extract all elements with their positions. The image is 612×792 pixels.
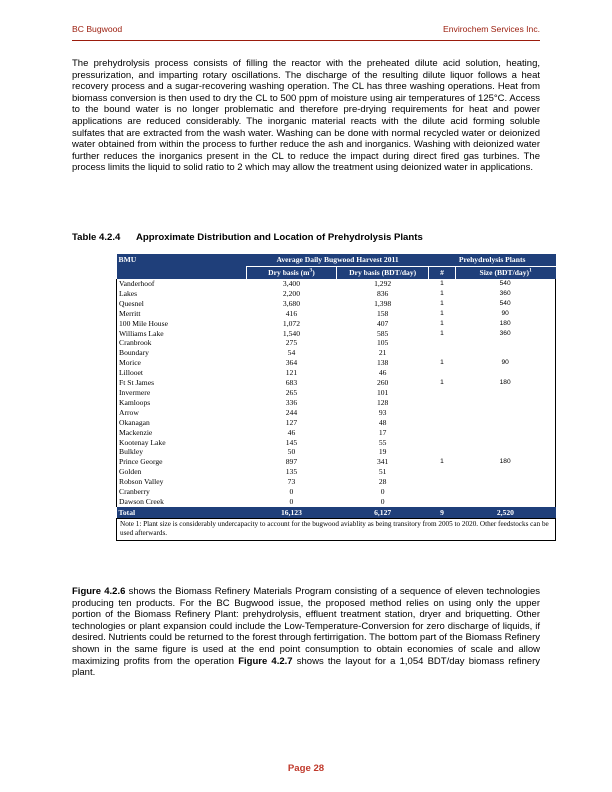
table-note: Note 1: Plant size is considerably undercapacity to account for the bugwood aviablity as being transitory from 2005 to 2020. Other feedstocks can be used afterwards. bbox=[117, 518, 556, 540]
cell-dry-m3: 336 bbox=[285, 397, 298, 407]
paragraph-prehydrolysis: The prehydrolysis process consists of filling the reactor with the preheated dilute acid solution, heating, pressurization, and imparting rotary oscillations. The discharge of the resulting dilute liquor follows a heat recovery process and a sugar-recovering washing operation. The CL has three washing operations. Heat from biomass conversion is then used to dry the CL to 500 ppm of moisture using air temperatures of 125°C. Access to the bound water is no longer problematic and therefore pre-drying requirements for heat and power applications are reduced considerably. The inorganic material reacts with the dilute acid forming soluble sulfates that are extracted from the wash water. Washing can be done with normal recycled water or deionized water obtained from within the process to further reduce the ash and inorganics. Washing with deionized water further reduces the inorganics present in the CL to reduce the impact during direct fired gas turbines. The process limits the liquid to solid ratio to 2 which may allow the treatment using deionized water in applications. bbox=[72, 58, 540, 174]
cell-bmu: Cranberry bbox=[117, 487, 247, 497]
cell-plant-count bbox=[429, 438, 456, 448]
table-row bbox=[117, 388, 556, 398]
cell-dry-m3: 46 bbox=[287, 427, 296, 437]
cell-dry-m3: 73 bbox=[287, 477, 296, 487]
cell-bmu: 100 Mile House bbox=[117, 319, 247, 329]
table-row bbox=[117, 457, 556, 467]
cell-dry-bdt: 55 bbox=[378, 437, 387, 447]
cell-plant-size bbox=[455, 348, 555, 358]
cell-bmu: Okanagan bbox=[117, 418, 247, 428]
total-dry-bdt: 6,127 bbox=[337, 507, 429, 519]
table-row bbox=[117, 398, 556, 408]
col-header-count: # bbox=[429, 267, 456, 280]
paragraph-figures: Figure 4.2.6 shows the Biomass Refinery Materials Program consisting of a sequence of eleven technologies producing ten products. For the BC Bugwood issue, the proposed method relies on using only the upper portion of the Biomass Refinery Plant: prehydrolysis, effluent treatment station, dryer and briquetting. Other technologies or plant expansion could include the Low-Temperature-Conversion for zero discharge of liquids, if desired. Nutrients could be returned to the forest through fertirrigation. The bottom part of the Biomass Refinery shown in the same figure is used at the end point consumption to obtain economies of scale and allow maximizing profits from the operation Figure 4.2.7 shows the layout for a 1,054 BDT/day biomass refinery plant. bbox=[72, 586, 540, 679]
cell-bmu: Lillooet bbox=[117, 368, 247, 378]
cell-bmu: Kamloops bbox=[117, 398, 247, 408]
cell-dry-bdt: 101 bbox=[376, 387, 389, 397]
col-header-dry-m3: Dry basis $(m^3)$ bbox=[246, 267, 336, 280]
table-row bbox=[117, 279, 556, 289]
table-row bbox=[117, 358, 556, 368]
cell-plant-count bbox=[429, 447, 456, 457]
cell-plant-count bbox=[429, 398, 456, 408]
col-header-size: Size $(BDT/day)^1$ bbox=[455, 267, 555, 280]
table-row bbox=[117, 438, 556, 448]
cell-dry-m3: 3,400 bbox=[282, 279, 300, 288]
total-dry-m3: 16,123 bbox=[246, 507, 336, 519]
cell-dry-bdt: 585 bbox=[376, 328, 389, 338]
cell-bmu: Williams Lake bbox=[117, 329, 247, 339]
cell-plant-count bbox=[429, 338, 456, 348]
header-right: Envirochem Services Inc. bbox=[443, 24, 540, 34]
cell-dry-m3: 364 bbox=[285, 358, 298, 368]
cell-plant-count bbox=[429, 497, 456, 507]
cell-dry-m3: 265 bbox=[285, 387, 298, 397]
total-plant-size: 2,520 bbox=[455, 507, 555, 519]
cell-dry-bdt: 1,292 bbox=[374, 279, 392, 288]
cell-dry-m3: 121 bbox=[285, 368, 298, 378]
cell-plant-count: 1 bbox=[440, 309, 444, 317]
cell-plant-size: 540 bbox=[455, 299, 555, 309]
table-row bbox=[117, 289, 556, 299]
cell-dry-bdt: 260 bbox=[376, 378, 389, 388]
table-row bbox=[117, 368, 556, 378]
cell-dry-m3: 0 bbox=[289, 487, 294, 497]
table-row bbox=[117, 408, 556, 418]
cell-bmu: Dawson Creek bbox=[117, 497, 247, 507]
table-row bbox=[117, 467, 556, 477]
cell-bmu: Boundary bbox=[117, 348, 247, 358]
cell-bmu: Kootenay Lake bbox=[117, 438, 247, 448]
cell-plant-count bbox=[429, 348, 456, 358]
cell-bmu: Lakes bbox=[117, 289, 247, 299]
cell-plant-size: 90 bbox=[455, 309, 555, 319]
table-row bbox=[117, 477, 556, 487]
cell-plant-size bbox=[455, 418, 555, 428]
cell-plant-size: 360 bbox=[455, 329, 555, 339]
cell-dry-m3: 1,072 bbox=[282, 318, 300, 328]
cell-plant-count bbox=[429, 487, 456, 497]
cell-plant-count bbox=[429, 477, 456, 487]
cell-dry-m3: 54 bbox=[287, 348, 296, 358]
cell-plant-count bbox=[429, 368, 456, 378]
cell-plant-size bbox=[455, 388, 555, 398]
col-header-dry-bdt: Dry basis (BDT/day) bbox=[337, 267, 429, 280]
table-caption-title: Approximate Distribution and Location of Prehydrolysis Plants bbox=[136, 232, 423, 243]
cell-plant-size bbox=[455, 487, 555, 497]
total-plant-count: 9 bbox=[429, 507, 456, 519]
cell-plant-size bbox=[455, 338, 555, 348]
cell-plant-count: 1 bbox=[440, 329, 444, 337]
table-row bbox=[117, 418, 556, 428]
cell-dry-bdt: 48 bbox=[378, 417, 387, 427]
cell-plant-size bbox=[455, 428, 555, 438]
table-row bbox=[117, 487, 556, 497]
cell-dry-m3: 135 bbox=[285, 467, 298, 477]
cell-bmu: Morice bbox=[117, 358, 247, 368]
col-header-bmu: BMU bbox=[117, 254, 247, 279]
page-header bbox=[72, 24, 540, 38]
table-header-row-1 bbox=[117, 254, 556, 267]
figure-ref-2: Figure 4.2.7 bbox=[238, 655, 293, 667]
cell-plant-size bbox=[455, 497, 555, 507]
table-total-row bbox=[117, 507, 556, 519]
cell-plant-size: 180 bbox=[455, 457, 555, 467]
cell-plant-size bbox=[455, 408, 555, 418]
cell-bmu: Prince George bbox=[117, 457, 247, 467]
cell-dry-bdt: 836 bbox=[376, 288, 389, 298]
cell-plant-size: 90 bbox=[455, 358, 555, 368]
figure-ref-1: Figure 4.2.6 bbox=[72, 586, 126, 597]
header-rule bbox=[72, 40, 540, 41]
header-left: BC Bugwood bbox=[72, 24, 123, 34]
cell-dry-m3: 3,680 bbox=[282, 298, 300, 308]
cell-dry-bdt: 105 bbox=[376, 338, 389, 348]
cell-dry-bdt: 21 bbox=[378, 348, 387, 358]
table-caption-number: Table 4.2.4 bbox=[72, 232, 121, 243]
cell-dry-bdt: 19 bbox=[378, 447, 387, 457]
cell-dry-m3: 145 bbox=[285, 437, 298, 447]
cell-plant-count bbox=[429, 418, 456, 428]
cell-plant-count: 1 bbox=[440, 289, 444, 297]
cell-bmu: Mackenzie bbox=[117, 428, 247, 438]
cell-plant-size bbox=[455, 438, 555, 448]
cell-plant-count: 1 bbox=[440, 379, 444, 387]
cell-plant-count: 1 bbox=[440, 280, 444, 287]
cell-bmu: Arrow bbox=[117, 408, 247, 418]
cell-plant-count: 1 bbox=[440, 319, 444, 327]
cell-dry-m3: 1,540 bbox=[282, 328, 300, 338]
cell-dry-bdt: 93 bbox=[378, 407, 387, 417]
cell-plant-count: 1 bbox=[440, 359, 444, 367]
cell-plant-count: 1 bbox=[440, 458, 444, 466]
cell-dry-bdt: 128 bbox=[376, 397, 389, 407]
cell-dry-bdt: 28 bbox=[378, 477, 387, 487]
cell-dry-bdt: 46 bbox=[378, 368, 387, 378]
cell-dry-m3: 683 bbox=[285, 378, 298, 388]
page-number: Page 28 bbox=[287, 763, 325, 774]
cell-dry-m3: 416 bbox=[285, 308, 298, 318]
cell-plant-size: 180 bbox=[455, 319, 555, 329]
cell-bmu: Quesnel bbox=[117, 299, 247, 309]
table-caption bbox=[72, 232, 423, 243]
table-row bbox=[117, 329, 556, 339]
cell-bmu: Merritt bbox=[117, 309, 247, 319]
cell-dry-bdt: 138 bbox=[376, 358, 389, 368]
table-note-row bbox=[117, 518, 556, 540]
cell-dry-bdt: 158 bbox=[376, 308, 389, 318]
table-row bbox=[117, 319, 556, 329]
cell-dry-bdt: 51 bbox=[378, 467, 387, 477]
cell-plant-count: 1 bbox=[440, 299, 444, 307]
cell-dry-bdt: 1,398 bbox=[374, 298, 392, 308]
table-row bbox=[117, 309, 556, 319]
cell-dry-bdt: 0 bbox=[380, 496, 385, 506]
table-row bbox=[117, 299, 556, 309]
cell-bmu: Golden bbox=[117, 467, 247, 477]
table-row bbox=[117, 348, 556, 358]
cell-plant-size: 180 bbox=[455, 378, 555, 388]
cell-plant-size: 540 bbox=[455, 279, 555, 289]
table-row bbox=[117, 497, 556, 507]
cell-dry-m3: 50 bbox=[287, 447, 296, 457]
cell-plant-size bbox=[455, 467, 555, 477]
table-row bbox=[117, 447, 556, 457]
table-row bbox=[117, 378, 556, 388]
cell-dry-m3: 244 bbox=[285, 407, 298, 417]
cell-dry-bdt: 407 bbox=[376, 318, 389, 328]
col-group-harvest: Average Daily Bugwood Harvest 2011 bbox=[246, 254, 428, 267]
cell-bmu: Robson Valley bbox=[117, 477, 247, 487]
cell-dry-m3: 897 bbox=[285, 457, 298, 467]
cell-plant-size bbox=[455, 477, 555, 487]
cell-plant-count bbox=[429, 467, 456, 477]
cell-dry-bdt: 341 bbox=[376, 457, 389, 467]
cell-plant-count bbox=[429, 428, 456, 438]
table-row bbox=[117, 338, 556, 348]
cell-dry-m3: 127 bbox=[285, 417, 298, 427]
cell-bmu: Ft St James bbox=[117, 378, 247, 388]
cell-dry-m3: 275 bbox=[285, 338, 298, 348]
cell-dry-bdt: 17 bbox=[378, 427, 387, 437]
cell-plant-size bbox=[455, 447, 555, 457]
cell-plant-size bbox=[455, 398, 555, 408]
cell-plant-size: 360 bbox=[455, 289, 555, 299]
cell-plant-size bbox=[455, 368, 555, 378]
cell-bmu: Bulkley bbox=[117, 447, 247, 457]
cell-plant-count bbox=[429, 408, 456, 418]
total-label: Total bbox=[117, 507, 247, 519]
cell-plant-count bbox=[429, 388, 456, 398]
table-row bbox=[117, 428, 556, 438]
cell-bmu: Cranbrook bbox=[117, 338, 247, 348]
cell-bmu: Invermere bbox=[117, 388, 247, 398]
col-group-plants: Prehydrolysis Plants bbox=[429, 254, 556, 267]
distribution-table bbox=[116, 254, 556, 541]
cell-bmu: Vanderhoof bbox=[117, 279, 247, 289]
cell-dry-m3: 2,200 bbox=[282, 288, 300, 298]
cell-dry-m3: 0 bbox=[289, 496, 294, 506]
cell-dry-bdt: 0 bbox=[380, 487, 385, 497]
